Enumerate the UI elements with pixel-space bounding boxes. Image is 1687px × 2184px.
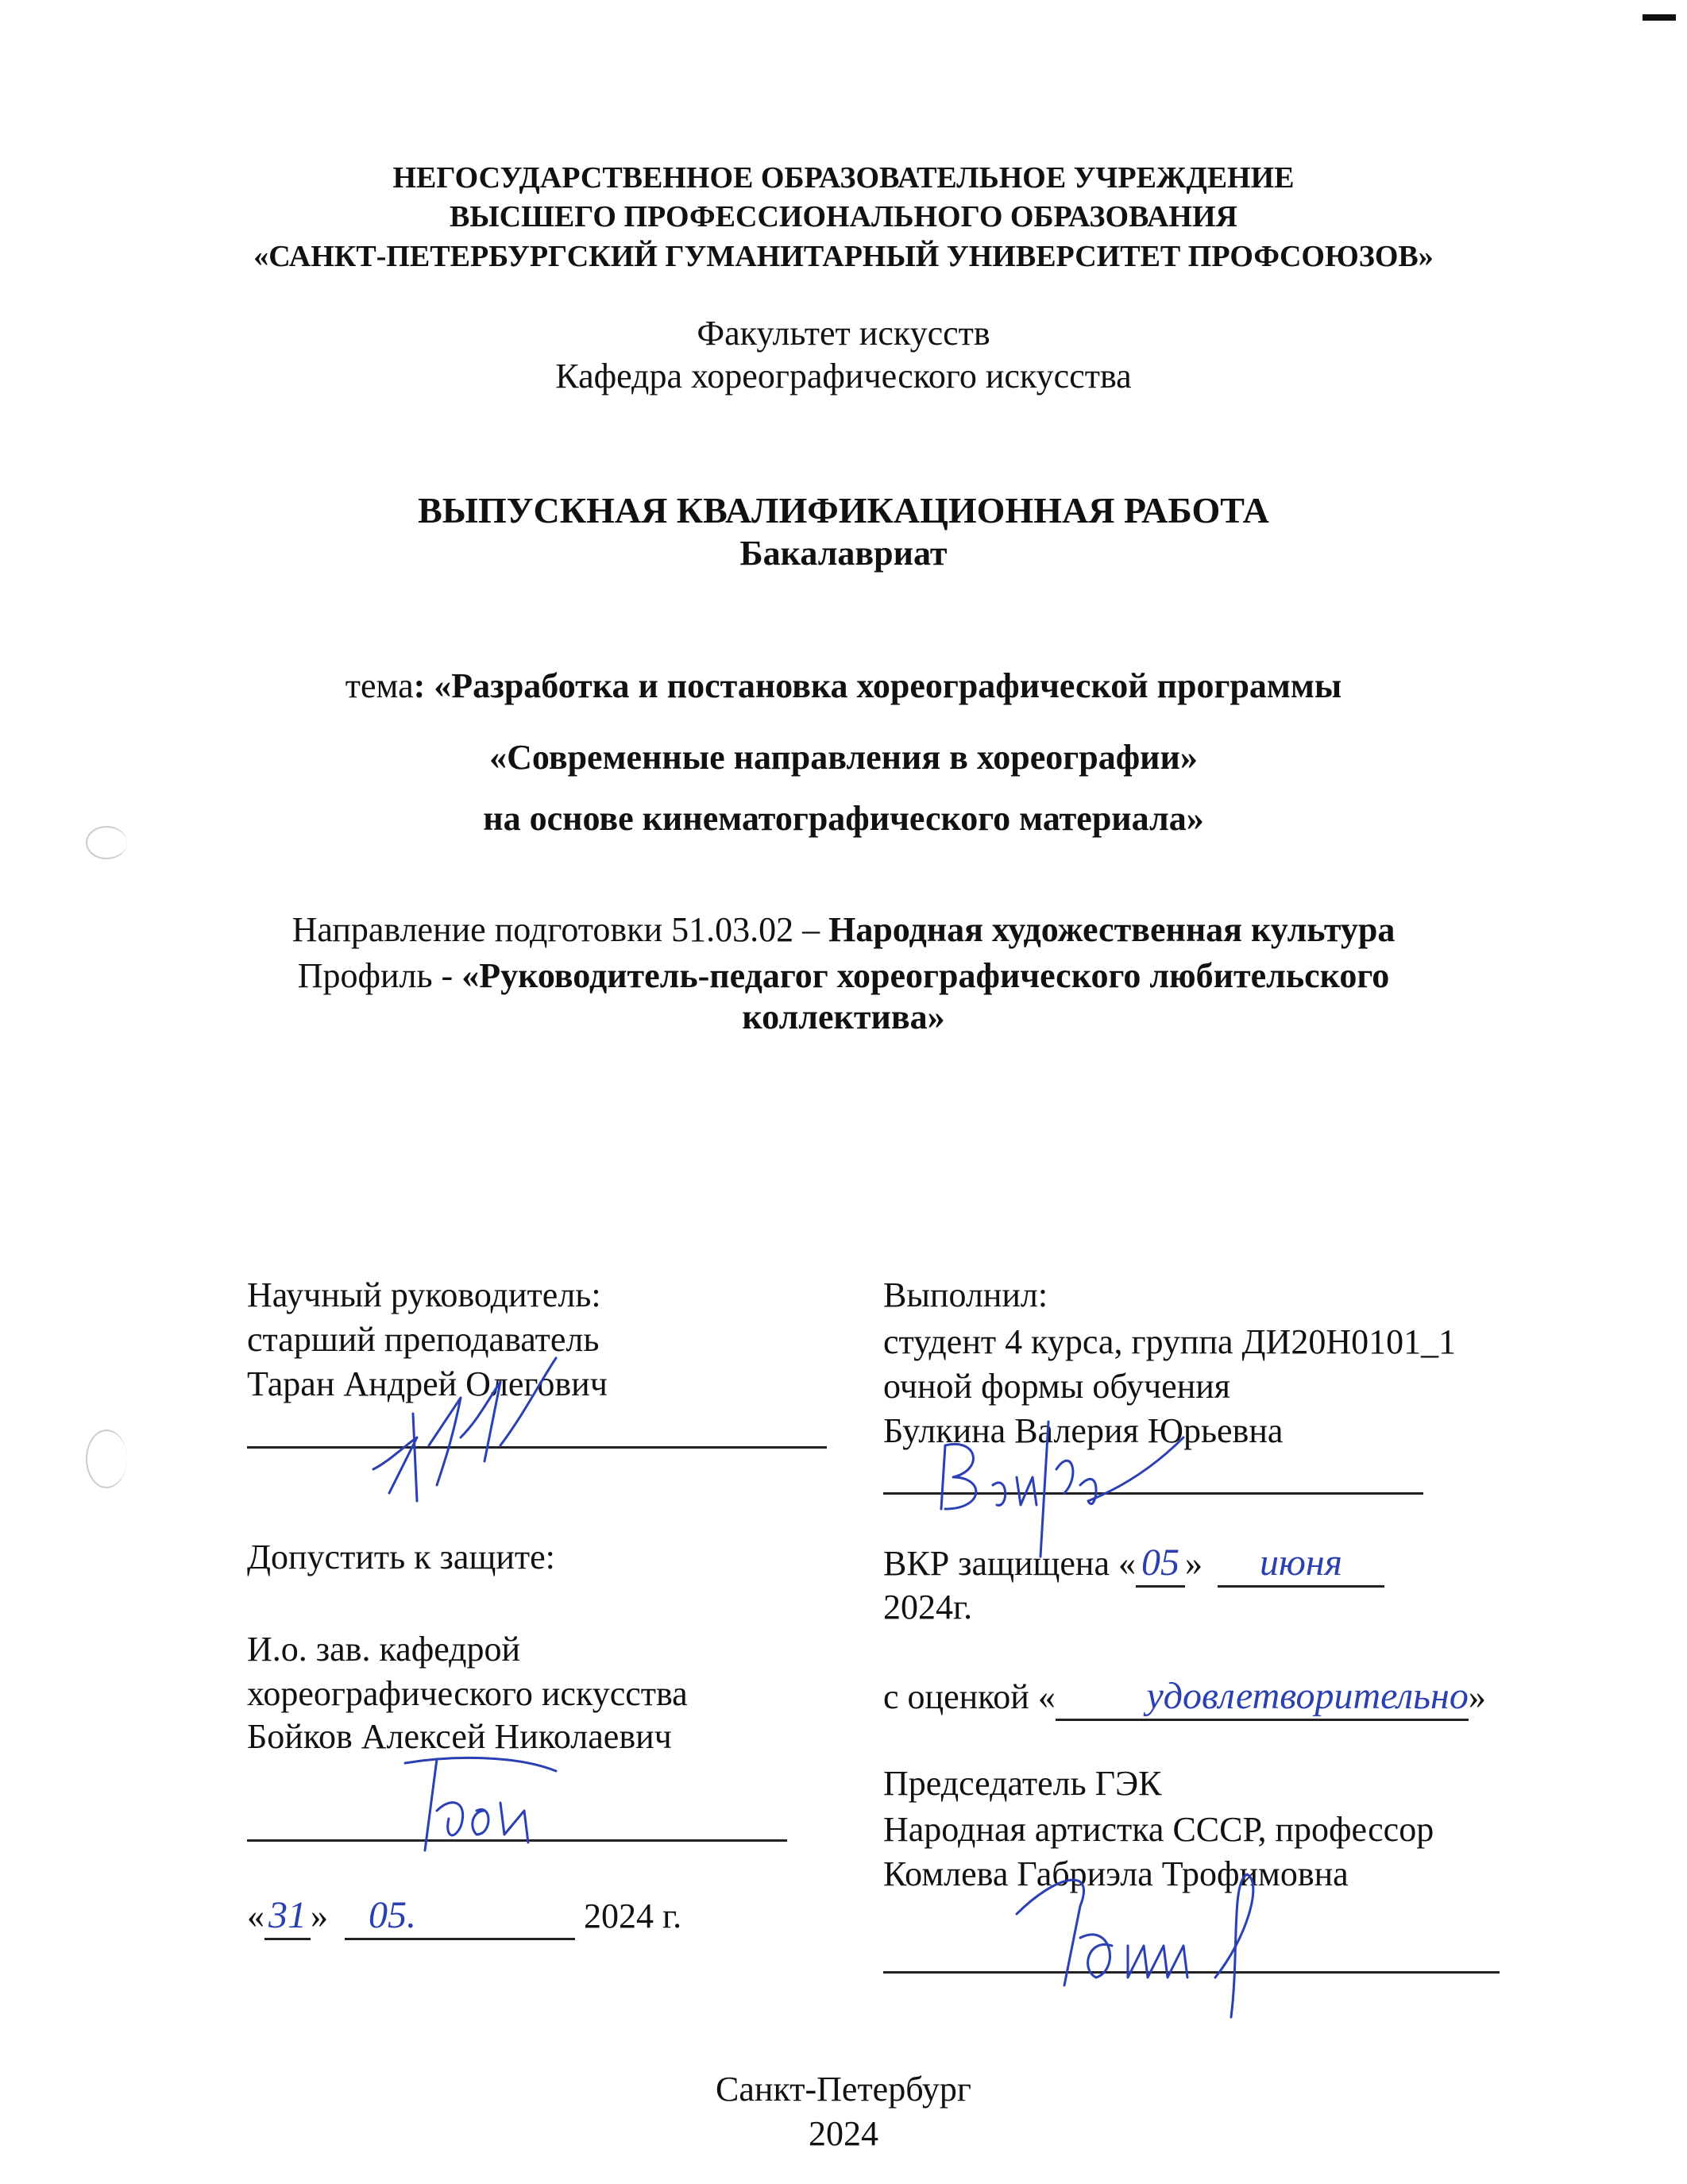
quote-open: «: [247, 1897, 264, 1935]
defended-line: [883, 1541, 1384, 1588]
profile: [0, 954, 1687, 998]
work-level: Бакалавриат: [739, 534, 948, 573]
admit-label: Допустить к защите:: [247, 1538, 555, 1576]
supervisor-label: Научный руководитель:: [247, 1275, 601, 1314]
grade-line: [883, 1674, 1486, 1721]
quote-close: »: [1185, 1544, 1203, 1583]
defended-label: ВКР защищена «: [883, 1544, 1136, 1583]
direction-name: Народная художественная культура: [828, 910, 1396, 949]
grade-value: удовлетворительно: [1056, 1674, 1469, 1721]
head-name: Бойков Алексей Николаевич: [247, 1717, 672, 1756]
defended-month: июня: [1218, 1541, 1384, 1588]
defended-day: 05: [1136, 1541, 1185, 1588]
profile-name: «Руководитель-педагог хореографического любительского: [461, 956, 1390, 995]
topic-text-1: : «Разработка и постановка хореографической программы: [413, 666, 1342, 705]
direction: [0, 908, 1687, 952]
chair-title: Народная артистка СССР, профессор: [883, 1810, 1434, 1849]
approval-month: 05.: [345, 1893, 575, 1940]
approval-day: 31: [264, 1893, 311, 1940]
defended-year: 2024г.: [883, 1588, 973, 1626]
topic-prefix: тема: [345, 666, 414, 705]
author-line-2: очной формы обучения: [883, 1367, 1231, 1406]
author-label: Выполнил:: [883, 1275, 1048, 1314]
author-name: Булкина Валерия Юрьевна: [883, 1411, 1284, 1450]
grade-label: с оценкой «: [883, 1677, 1056, 1716]
head-line-2: хореографического искусства: [247, 1674, 688, 1713]
approval-year: 2024 г.: [584, 1897, 682, 1935]
quote-close: »: [1468, 1677, 1486, 1716]
direction-prefix: Направление подготовки 51.03.02 –: [291, 910, 829, 949]
work-type: ВЫПУСКНАЯ КВАЛИФИКАЦИОННАЯ РАБОТА: [418, 490, 1269, 531]
topic-line-3: на основе кинематографического материала»: [483, 799, 1204, 838]
institution-line-3: «САНКТ-ПЕТЕРБУРГСКИЙ ГУМАНИТАРНЫЙ УНИВЕРСИТЕТ ПРОФСОЮЗОВ»: [253, 240, 1434, 273]
approval-date: [247, 1893, 681, 1940]
chair-label: Председатель ГЭК: [883, 1764, 1162, 1803]
topic-line-1: [0, 664, 1687, 708]
topic-line-2: «Современные направления в хореографии»: [489, 738, 1198, 777]
institution-line-2: ВЫСШЕГО ПРОФЕССИОНАЛЬНОГО ОБРАЗОВАНИЯ: [450, 200, 1237, 233]
profile-line-2: коллектива»: [742, 997, 945, 1036]
department: Кафедра хореографического искусства: [555, 357, 1132, 396]
author-signature: [921, 1398, 1191, 1557]
head-line-1: И.о. зав. кафедрой: [247, 1630, 521, 1669]
year: 2024: [809, 2114, 878, 2153]
institution-line-1: НЕГОСУДАРСТВЕННОЕ ОБРАЗОВАТЕЛЬНОЕ УЧРЕЖДЕНИЕ: [392, 161, 1295, 195]
author-line-1: студент 4 курса, группа ДИ20Н0101_1: [883, 1322, 1457, 1361]
supervisor-position: старший преподаватель: [247, 1320, 600, 1359]
city: Санкт-Петербург: [716, 2070, 971, 2109]
faculty: Факультет искусств: [697, 314, 990, 353]
chair-name: Комлева Габриэла Трофимовна: [883, 1854, 1349, 1893]
quote-close: »: [311, 1897, 328, 1935]
head-signature: [389, 1739, 580, 1858]
supervisor-name: Таран Андрей Олегович: [247, 1364, 608, 1403]
chair-signature: [1009, 1858, 1342, 2033]
supervisor-signature: [342, 1350, 596, 1509]
profile-prefix: Профиль -: [297, 956, 462, 995]
scan-mark: [1643, 14, 1676, 21]
punch-hole-mark: [86, 1430, 127, 1488]
